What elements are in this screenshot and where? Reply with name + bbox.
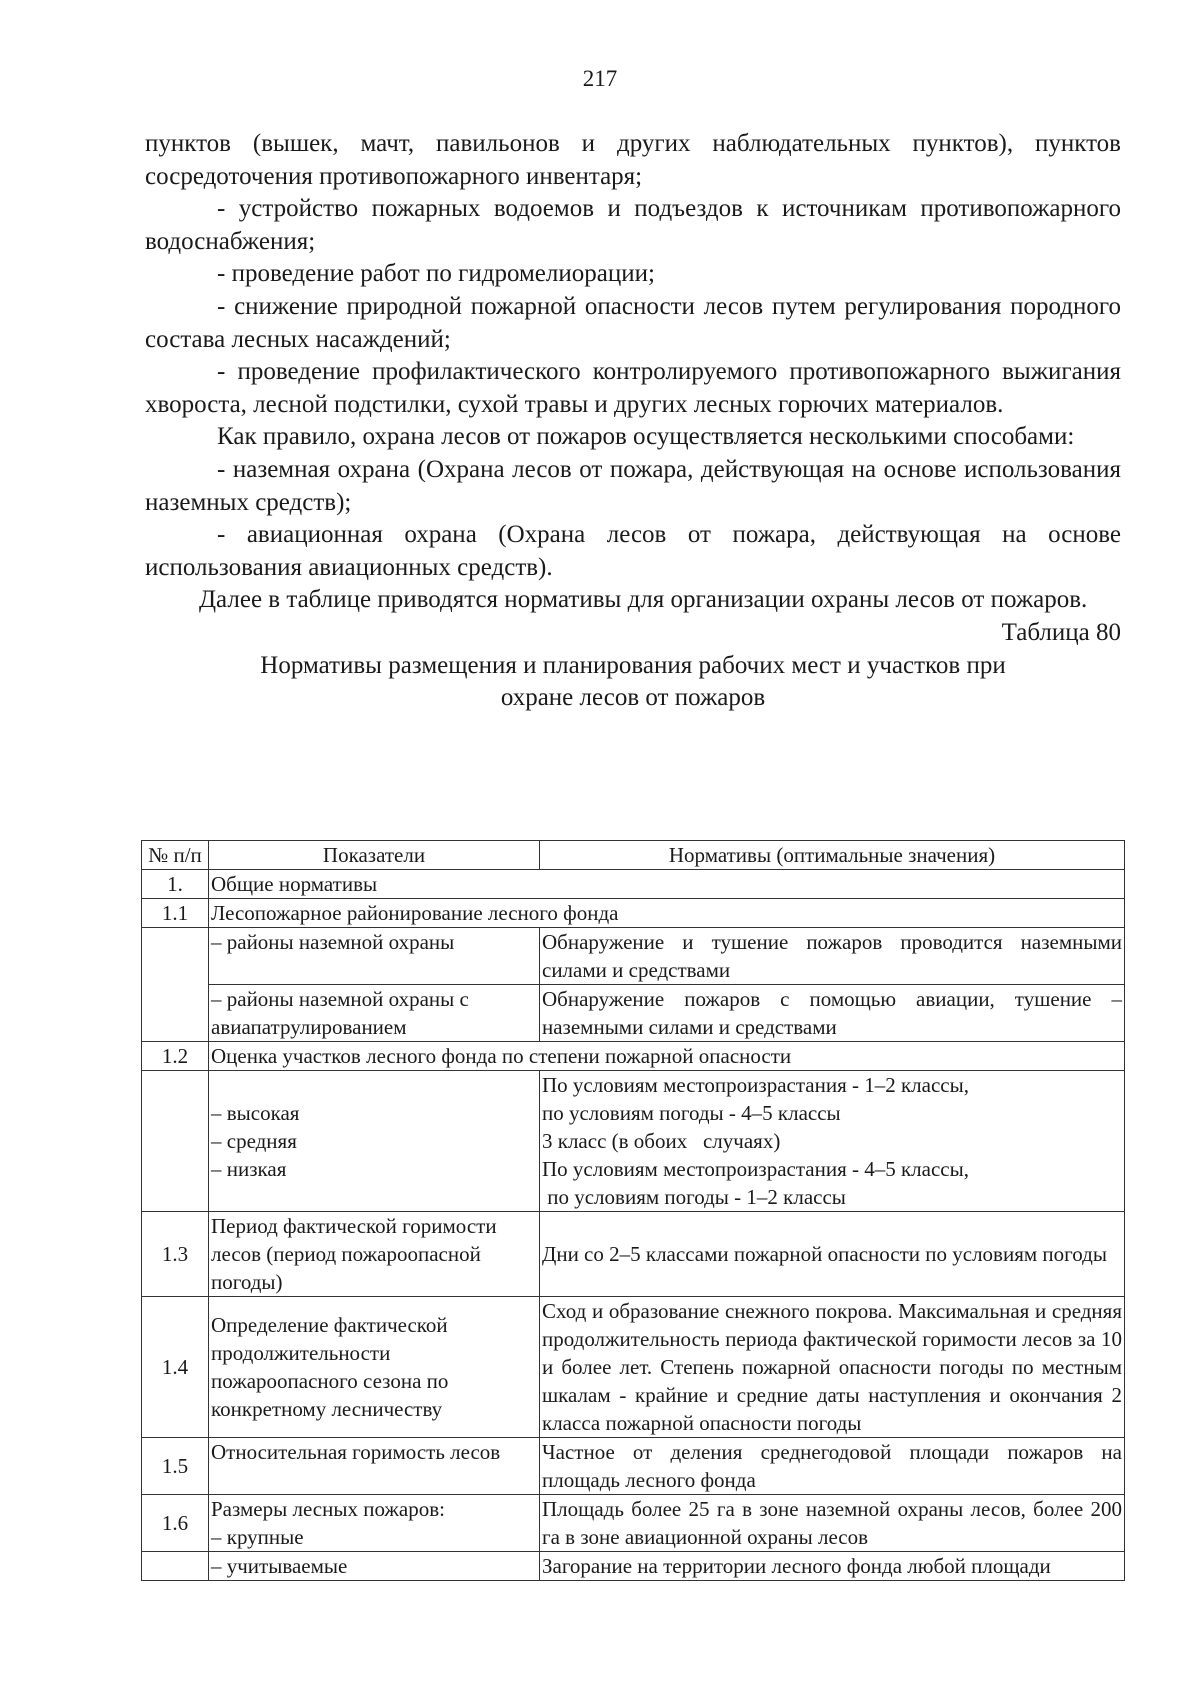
- indicator-line: – высокая: [211, 1101, 300, 1125]
- table-row: [142, 899, 1125, 928]
- paragraph: - снижение природной пожарной опасности лесов путем регулирования породного состава лесных насаждений;: [145, 292, 1121, 353]
- row-indicator: [209, 1495, 540, 1552]
- row-number: 1.4: [142, 1297, 209, 1438]
- norm-line: по условиям погоды - 4–5 классы: [542, 1101, 841, 1125]
- norm-line: по условиям погоды - 1–2 классы: [542, 1185, 846, 1209]
- row-norm: Сход и образование снежного покрова. Максимальная и средняя продолжительность периода фактической горимости лесов за 10 и более лет. Степень пожарной опасности погоды по местным шкалам - крайние и средние даты наступления и окончания 2 класса пожарной опасности погоды: [540, 1297, 1125, 1438]
- header-indicators: Показатели: [209, 841, 540, 870]
- row-number-empty: [142, 1552, 209, 1581]
- row-indicator: Относительная горимость лесов: [209, 1438, 540, 1495]
- row-indicator: – районы наземной охраны: [209, 928, 540, 985]
- header-number: № п/п: [142, 841, 209, 870]
- paragraph: - наземная охрана (Охрана лесов от пожара, действующая на основе использования наземных средств);: [145, 455, 1121, 516]
- table-row: [142, 1297, 1125, 1438]
- table-row: [142, 1495, 1125, 1552]
- row-norm: [540, 1071, 1125, 1212]
- paragraph: - устройство пожарных водоемов и подъездов к источникам противопожарного водоснабжения;: [145, 195, 1121, 255]
- row-number-empty: [142, 1071, 209, 1212]
- table-caption: Таблица 80: [1001, 618, 1121, 646]
- norm-line: 3 класс (в обоих случаях): [542, 1129, 781, 1153]
- row-norm: Загорание на территории лесного фонда любой площади: [540, 1552, 1125, 1581]
- table-row: [142, 1071, 1125, 1212]
- header-norms: Нормативы (оптимальные значения): [540, 841, 1125, 870]
- row-number: 1.5: [142, 1438, 209, 1495]
- table-row: [142, 1438, 1125, 1495]
- page-number: 217: [582, 66, 618, 91]
- table-row: [142, 928, 1125, 985]
- body-text: [145, 128, 1121, 715]
- row-number: 1.2: [142, 1042, 209, 1071]
- row-number: 1.: [142, 870, 209, 899]
- row-norm: Дни со 2–5 классами пожарной опасности по условиям погоды: [540, 1212, 1125, 1297]
- row-section-title: Общие нормативы: [209, 870, 1125, 899]
- table-row: [142, 1552, 1125, 1581]
- table-row: [142, 1212, 1125, 1297]
- table-row: [142, 1042, 1125, 1071]
- row-indicator: [209, 1071, 540, 1212]
- paragraph: пунктов (вышек, мачт, павильонов и других наблюдательных пунктов), пунктов сосредоточения противопожарного инвентаря;: [145, 130, 1121, 190]
- row-norm: Площадь более 25 га в зоне наземной охраны лесов, более 200 га в зоне авиационной охраны лесов: [540, 1495, 1125, 1552]
- paragraph: - проведение профилактического контролируемого противопожарного выжигания хвороста, лесной подстилки, сухой травы и других лесных горючих материалов.: [145, 358, 1121, 418]
- row-norm: Частное от деления среднегодовой площади пожаров на площадь лесного фонда: [540, 1438, 1125, 1495]
- norms-table: [141, 840, 1125, 1581]
- row-number: 1.3: [142, 1212, 209, 1297]
- table-row: [142, 870, 1125, 899]
- paragraph: - авиационная охрана (Охрана лесов от пожара, действующая на основе использования авиационных средств).: [145, 521, 1121, 581]
- row-norm: Обнаружение пожаров с помощью авиации, тушение – наземными силами и средствами: [540, 985, 1125, 1042]
- indicator-line: – крупные: [211, 1525, 304, 1549]
- row-number-empty: [142, 928, 209, 1042]
- row-indicator: Период фактической горимости лесов (период пожароопасной погоды): [209, 1212, 540, 1297]
- row-section-title: Оценка участков лесного фонда по степени пожарной опасности: [209, 1042, 1125, 1071]
- indicator-line: – низкая: [211, 1157, 287, 1181]
- norm-line: По условиям местопроизрастания - 1–2 классы,: [542, 1073, 969, 1097]
- paragraph: Как правило, охрана лесов от пожаров осуществляется несколькими способами:: [217, 423, 1075, 451]
- indicator-line: – средняя: [211, 1129, 297, 1153]
- row-indicator: – учитываемые: [209, 1552, 540, 1581]
- table-title-line: охране лесов от пожаров: [500, 684, 766, 712]
- row-norm: Обнаружение и тушение пожаров проводится наземными силами и средствами: [540, 928, 1125, 985]
- table-header-row: [142, 841, 1125, 870]
- norm-line: По условиям местопроизрастания - 4–5 классы,: [542, 1157, 969, 1181]
- row-number: 1.6: [142, 1495, 209, 1552]
- table-row: [142, 985, 1125, 1042]
- row-section-title: Лесопожарное районирование лесного фонда: [209, 899, 1125, 928]
- table-title: [145, 650, 1121, 715]
- row-number: 1.1: [142, 899, 209, 928]
- row-indicator: – районы наземной охраны с авиапатрулированием: [209, 985, 540, 1042]
- row-indicator: Определение фактической продолжительности пожароопасного сезона по конкретному лесничеству: [209, 1297, 540, 1438]
- paragraph: Далее в таблице приводятся нормативы для организации охраны лесов от пожаров.: [199, 586, 1088, 614]
- indicator-line: Размеры лесных пожаров:: [211, 1497, 446, 1521]
- table-title-line: Нормативы размещения и планирования рабочих мест и участков при: [260, 651, 1006, 679]
- paragraph: - проведение работ по гидромелиорации;: [217, 260, 655, 288]
